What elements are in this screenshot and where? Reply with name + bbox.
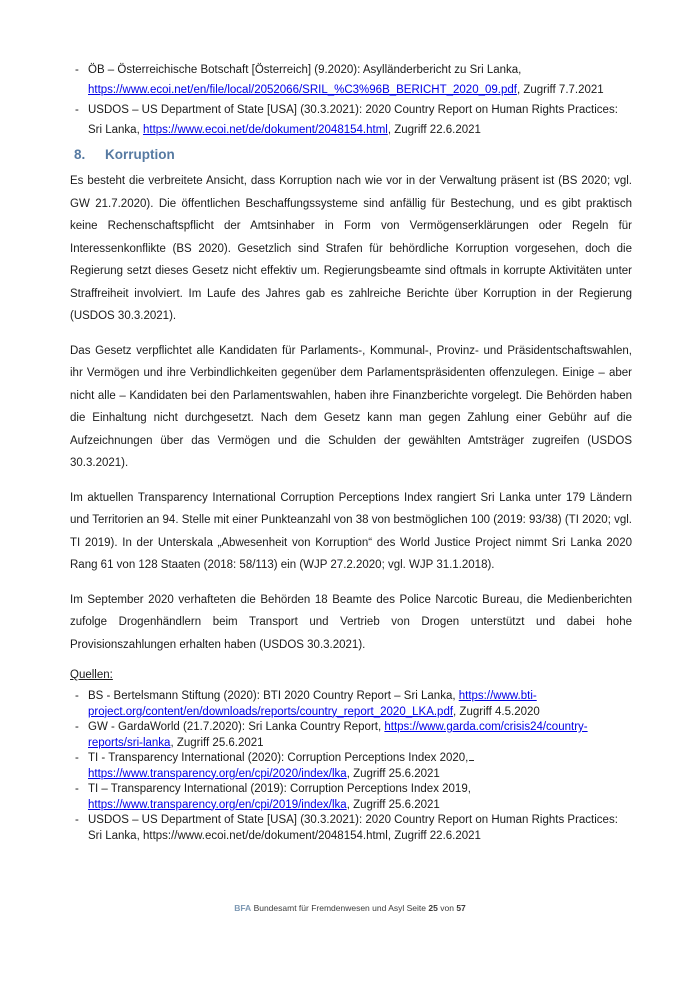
footer-page-total: 57 (456, 903, 466, 913)
bullet-marker: - (75, 752, 79, 764)
list-item (70, 782, 632, 813)
bullet-marker: - (75, 64, 79, 76)
reference-after: , Zugriff 7.7.2021 (516, 84, 604, 96)
source-after: , Zugriff 25.6.2021 (346, 767, 440, 780)
source-text (88, 720, 632, 751)
reference-after: , Zugriff 22.6.2021 (387, 124, 481, 136)
top-references-list (70, 60, 632, 140)
reference-link[interactable]: https://www.ecoi.net/de/dokument/2048154.html (142, 124, 388, 136)
reference-text (88, 100, 632, 140)
sources-list (70, 689, 632, 844)
bullet-marker: - (75, 104, 79, 116)
section-heading (74, 146, 632, 164)
source-before: TI - Transparency International (2020): Corruption Perceptions Index 2020, (88, 752, 469, 764)
bullet-marker: - (75, 721, 79, 733)
page-footer (0, 903, 700, 914)
sources-heading: Quellen: (70, 669, 113, 681)
list-item (70, 813, 632, 844)
footer-org-text: Bundesamt für Fremdenwesen und Asyl Seite (253, 903, 427, 913)
list-item (70, 60, 632, 100)
bullet-marker: - (75, 814, 79, 826)
source-after: , Zugriff 25.6.2021 (170, 736, 264, 749)
footer-of-word: von (440, 903, 454, 913)
body-paragraph: Im September 2020 verhafteten die Behörden 18 Beamte des Police Narcotic Bureau, die Medienberichten zufolge Drogenhändlern beim Transport und Vertrieb von Drogen unterstützt und dabei hohe Provisionszahlungen erhalten haben (USDOS 30.3.2021). (70, 593, 632, 651)
reference-before: ÖB – Österreichische Botschaft [Österreich] (9.2020): Asylländerbericht zu Sri Lanka, (88, 64, 522, 76)
body-paragraph: Das Gesetz verpflichtet alle Kandidaten für Parlaments-, Kommunal-, Provinz- und Präsidentschaftswahlen, ihr Vermögen und ihre Verbindlichkeiten gegenüber dem Parlamentspräsidenten offenzulegen. Einige – aber nicht alle – Kandidaten bei den Parlamentswahlen, haben ihre Finanzberichte vorgelegt. Die Behörden haben die Einhaltung nicht durchgesetzt. Nach dem Gesetz kann man gegen Zahlung einer Gebühr auf die Aufzeichnungen über das Vermögen und die Schulden der gewählten Amtsträger zugreifen (USDOS 30.3.2021). (70, 344, 632, 469)
section-title: Korruption (105, 147, 175, 162)
list-item (70, 100, 632, 140)
source-link[interactable]: https://www.transparency.org/en/cpi/2020/index/lka (88, 767, 347, 780)
source-before: GW - GardaWorld (21.7.2020): Sri Lanka Country Report, (88, 721, 385, 733)
underlined-space-artifact (469, 757, 474, 761)
source-link[interactable]: https://www.garda.com/crisis24/country-reports/sri-lanka (88, 721, 588, 749)
source-text (88, 751, 632, 782)
bullet-marker: - (75, 783, 79, 795)
body-paragraph: Es besteht die verbreitete Ansicht, dass Korruption nach wie vor in der Verwaltung präsent ist (BS 2020; vgl. GW 21.7.2020). Die öffentlichen Beschaffungssysteme sind anfällig für Bestechung, und es gibt praktisch keine Rechenschaftspflicht der Amtsinhaber in Form von Vermögenserklärungen oder Regeln für Interessenkonflikte (BS 2020). Gesetzlich sind Strafen für behördliche Korruption vorgesehen, doch die Regierung setzt dieses Gesetz nicht effektiv um. Regierungsbeamte sind oftmals in korrupte Aktivitäten unter Straffreiheit involviert. Im Laufe des Jahres gab es zahlreiche Berichte über Korruption in der Regierung (USDOS 30.3.2021). (70, 175, 632, 322)
source-before: BS - Bertelsmann Stiftung (2020): BTI 2020 Country Report – Sri Lanka, (88, 690, 459, 702)
source-after: , Zugriff 4.5.2020 (453, 705, 540, 718)
source-after: , Zugriff 25.6.2021 (346, 798, 440, 811)
source-text (88, 689, 632, 720)
source-before: TI – Transparency International (2019): Corruption Perceptions Index 2019, (88, 783, 471, 795)
reference-before: USDOS – US Department of State [USA] (30.3.2021): 2020 Country Report on Human Rights Practices: Sri Lanka, (88, 104, 618, 136)
footer-page-number: 25 (428, 903, 438, 913)
bfa-logo: BFA (234, 903, 252, 913)
reference-text (88, 60, 632, 100)
section-number: 8. (74, 147, 86, 162)
body-paragraph: Im aktuellen Transparency International Corruption Perceptions Index rangiert Sri Lanka unter 179 Ländern und Territorien an 94. Stelle mit einer Punkteanzahl von 38 von bestmöglichen 100 (2019: 93/38) (TI 2020; vgl. TI 2019). In der Unterskala „Abwesenheit von Korruption“ des World Justice Project nimmt Sri Lanka 2020 Rang 61 von 128 Staaten (2018: 58/113) ein (WJP 27.2.2020; vgl. WJP 31.1.2018). (70, 491, 632, 571)
list-item (70, 751, 632, 782)
source-text: USDOS – US Department of State [USA] (30.3.2021): 2020 Country Report on Human Rights Practices: Sri Lanka, https://www.ecoi.net/de/dokument/2048154.html, Zugriff 22.6.2021 (88, 814, 618, 842)
list-item (70, 720, 632, 751)
reference-link[interactable]: https://www.ecoi.net/en/file/local/2052066/SRIL_%C3%96B_BERICHT_2020_09.pdf (88, 84, 517, 96)
bullet-marker: - (75, 690, 79, 702)
list-item (70, 689, 632, 720)
source-text (88, 782, 632, 813)
source-link[interactable]: https://www.transparency.org/en/cpi/2019/index/lka (88, 798, 347, 811)
source-link[interactable]: https://www.bti-project.org/content/en/downloads/reports/country_report_2020_LKA.pdf (88, 690, 537, 718)
